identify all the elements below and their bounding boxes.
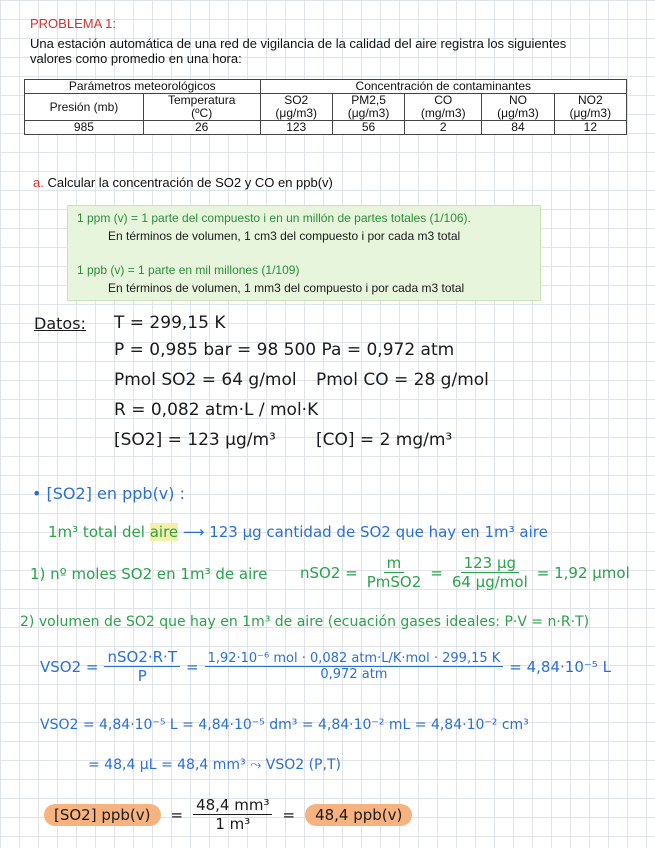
header-no2	[554, 94, 626, 121]
problem-statement	[30, 36, 630, 66]
table-header-row	[25, 94, 627, 121]
header-co	[405, 94, 482, 121]
header-name: Presión (mb)	[49, 99, 119, 114]
cell-co: 2	[405, 121, 482, 135]
question-text: Calcular la concentración de SO2 y CO en ppb(v)	[47, 175, 333, 190]
datos-gas-constant: R = 0,082 atm·L / mol·K	[114, 400, 319, 420]
conversion-line-2: = 48,4 μL = 48,4 mm³ ⤳ VSO2 (P,T)	[88, 757, 341, 773]
datos-pmol-co: Pmol CO = 28 g/mol	[316, 370, 489, 390]
header-temperature	[143, 94, 260, 121]
step1-label: 1) nº moles SO2 en 1m³ de aire	[30, 565, 268, 583]
problem-title: PROBLEMA 1:	[30, 16, 116, 31]
header-unit: (μg/m3)	[347, 106, 390, 120]
volume-result: = 4,84·10⁻⁵ L	[509, 657, 611, 676]
header-no	[482, 94, 554, 121]
final-result-row	[44, 796, 412, 833]
volume-fraction-symbolic	[104, 648, 180, 685]
volume-fraction-numeric	[205, 651, 504, 682]
fraction-numerator: 123 μg	[461, 554, 519, 573]
statement-line-2: valores como promedio en una hora:	[30, 51, 242, 66]
ppb-volume-note: En términos de volumen, 1 mm3 del compuesto i por cada m3 total	[108, 281, 465, 295]
step2-label: 2) volumen de SO2 que hay en 1m³ de aire (ecuación gases ideales: P·V = n·R·T)	[20, 614, 590, 630]
datos-conc-co: [CO] = 2 mg/m³	[316, 430, 453, 450]
fraction-numerator: m	[384, 554, 405, 573]
volume-lhs: VSO2 =	[40, 657, 99, 676]
header-pm25	[332, 94, 404, 121]
ppb-definition: 1 ppb (v) = 1 parte en mil millones (1/109)	[77, 263, 300, 277]
volume-equals: =	[185, 657, 199, 676]
final-fraction	[193, 796, 272, 833]
volume-equation	[40, 648, 611, 685]
header-unit: (μg/m3)	[275, 106, 317, 120]
fraction-denominator: 64 μg/mol	[451, 573, 528, 591]
datos-conc-so2: [SO2] = 123 μg/m³	[114, 430, 276, 450]
fraction-denominator: P	[137, 667, 147, 685]
header-pressure	[25, 94, 144, 121]
cell-so2: 123	[260, 121, 332, 135]
table-row	[25, 121, 627, 135]
header-name: NO	[508, 93, 527, 107]
cell-pm25: 56	[332, 121, 404, 135]
final-equals: =	[170, 805, 184, 824]
statement-line-1: Una estación automática de una red de vigilancia de la calidad del aire registra los siguientes	[30, 36, 567, 51]
header-name: NO2	[577, 93, 603, 107]
final-result: 48,4 ppb(v)	[305, 804, 412, 826]
header-name: PM2,5	[351, 93, 386, 107]
step1-fraction-values	[449, 554, 531, 591]
header-name: SO2	[284, 93, 309, 107]
header-name: CO	[434, 93, 453, 107]
question-letter: a.	[33, 175, 44, 190]
table-group-row	[25, 80, 627, 94]
fraction-denominator: 0,972 atm	[320, 667, 388, 682]
fraction-numerator: 1,92·10⁻⁶ mol · 0,082 atm·L/K·mol · 299,15 K	[205, 651, 504, 667]
solution-heading: • [SO2] en ppb(v) :	[32, 484, 185, 503]
header-unit: (μg/m3)	[497, 106, 539, 120]
fraction-numerator: 48,4 mm³	[193, 796, 272, 815]
step1-result: = 1,92 μmol	[536, 563, 630, 582]
datos-pressure: P = 0,985 bar = 98 500 Pa = 0,972 atm	[114, 340, 455, 360]
step1-lhs: nSO2 =	[300, 563, 358, 582]
cell-no2: 12	[554, 121, 626, 135]
total-air-suffix: ⟶ 123 μg cantidad de SO2 que hay en 1m³ aire	[182, 523, 548, 541]
total-air-word: aire	[149, 523, 179, 541]
final-equals-2: =	[282, 805, 296, 824]
datos-label: Datos:	[34, 314, 86, 333]
group-concentration: Concentración de contaminantes	[260, 80, 626, 94]
cell-pressure: 985	[25, 121, 144, 135]
group-meteo: Parámetros meteorológicos	[25, 80, 261, 94]
step1-equals: =	[430, 563, 443, 582]
fraction-denominator: PmSO2	[366, 573, 422, 591]
header-name: Temperatura	[168, 93, 236, 107]
total-air-line	[48, 523, 548, 541]
step1-equation	[300, 554, 630, 591]
datos-temperature: T = 299,15 K	[114, 313, 226, 333]
parameters-table	[24, 79, 627, 135]
step1-fraction-mass	[364, 554, 425, 591]
total-air-prefix: 1m³ total del	[48, 523, 145, 541]
conversion-line-1: VSO2 = 4,84·10⁻⁵ L = 4,84·10⁻⁵ dm³ = 4,84·10⁻² mL = 4,84·10⁻² cm³	[40, 717, 529, 733]
definitions-note	[67, 205, 541, 301]
cell-no: 84	[482, 121, 554, 135]
header-so2	[260, 94, 332, 121]
header-unit: (mg/m3)	[420, 106, 466, 120]
ppm-definition: 1 ppm (v) = 1 parte del compuesto i en un millón de partes totales (1/106).	[77, 211, 471, 225]
header-unit: (μg/m3)	[569, 106, 612, 120]
ppm-volume-note: En términos de volumen, 1 cm3 del compuesto i por cada m3 total	[108, 229, 461, 243]
datos-pmol-so2: Pmol SO2 = 64 g/mol	[114, 370, 297, 390]
header-unit: (ºC)	[191, 106, 213, 120]
final-lhs: [SO2] ppb(v)	[44, 804, 161, 826]
fraction-numerator: nSO2·R·T	[104, 648, 180, 667]
question-a	[33, 175, 333, 190]
fraction-denominator: 1 m³	[215, 815, 251, 833]
cell-temperature: 26	[143, 121, 260, 135]
